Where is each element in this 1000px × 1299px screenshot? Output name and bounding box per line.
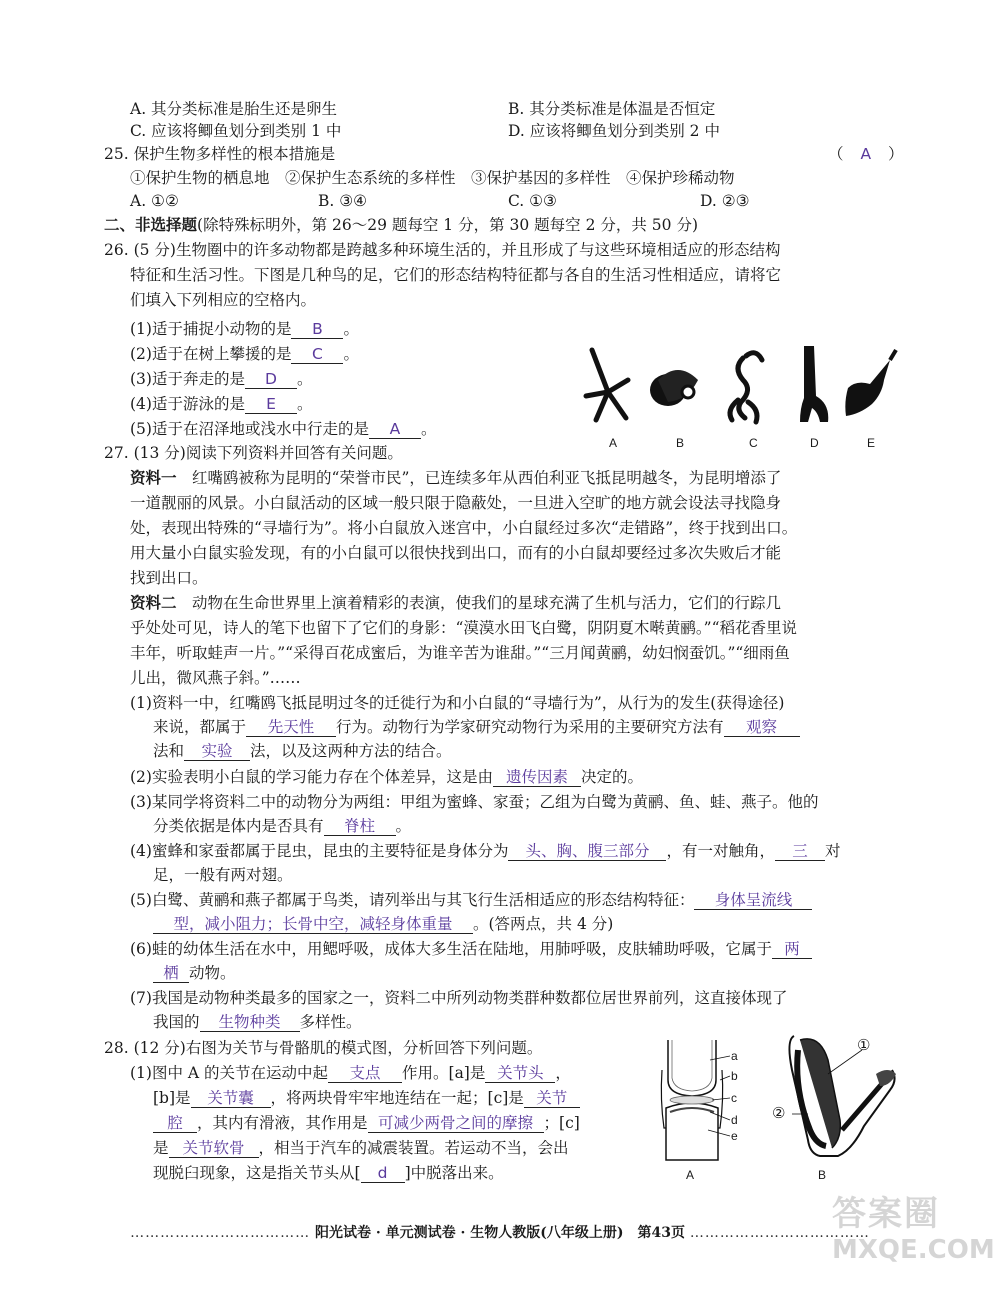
watermark-logo bbox=[832, 1186, 995, 1291]
section2-note: (除特殊标明外，第 26～29 题每空 1 分，第 30 题每空 2 分，共 50 分) bbox=[197, 216, 698, 234]
q27-answer-three: 三 bbox=[775, 842, 825, 861]
q27-answer-experiment: 实验 bbox=[184, 742, 250, 761]
q27-part1-line2: 来说，都属于 先天性 行为。动物行为学家研究动物行为采用的主要研究方法有 观察 bbox=[153, 716, 800, 738]
footer-text: 阳光试卷 · 单元测试卷 · 生物人教版(八年级上册) 第43页 bbox=[315, 1225, 685, 1241]
joint-diagram bbox=[650, 1040, 740, 1165]
q28-answer-d: d bbox=[361, 1164, 405, 1183]
q27-answer-spine: 脊柱 bbox=[324, 817, 396, 836]
q28-answer-cartilage: 关节软骨 bbox=[169, 1139, 259, 1158]
q28-answer-cavity-2: 腔 bbox=[153, 1114, 197, 1133]
q27-part4-line2: 足，一般有两对翅。 bbox=[153, 866, 293, 884]
q25-answer-box: （ A ） bbox=[828, 145, 904, 163]
q27-answer-amphibian-1: 两 bbox=[772, 940, 812, 959]
q24-option-a: A. 其分类标准是胎生还是卵生 bbox=[130, 100, 338, 118]
q28-line3: 腔 ，其内有滑液，其作用是 可减少两骨之间的摩擦 ；[c] bbox=[153, 1112, 580, 1134]
q25-stem: 25. 保护生物多样性的根本措施是 bbox=[104, 145, 336, 163]
q26-answer-3: D bbox=[245, 370, 297, 389]
q27-answer-innate: 先天性 bbox=[246, 718, 336, 737]
q27-answer-amphibian-2: 栖 bbox=[153, 964, 189, 983]
q26-stem-1: 26. (5 分)生物圈中的许多动物都是跨越多种环境生活的，并且形成了与这些环境相适应的形态结构 bbox=[104, 241, 781, 259]
q27-stem: 27. (13 分)阅读下列资料并回答有关问题。 bbox=[104, 444, 403, 462]
joint-caption: A bbox=[686, 1168, 695, 1182]
q25-option-a: A. ①② bbox=[130, 192, 179, 210]
q27-part6-line2: 栖 动物。 bbox=[153, 962, 236, 984]
footer-dots-left: ……………………………… bbox=[130, 1225, 311, 1241]
q27-material1-line5: 找到出口。 bbox=[130, 569, 208, 587]
q28-answer-joint-head: 关节头 bbox=[485, 1064, 555, 1083]
bird-feet-figure bbox=[578, 340, 898, 432]
bird-foot-label-e: E bbox=[867, 436, 876, 450]
watermark-line2: MXQE.COM bbox=[832, 1235, 995, 1265]
q27-answer-flight-1: 身体呈流线 bbox=[694, 891, 812, 910]
q27-material2-line4: 儿出，微风燕子斜。”…… bbox=[130, 669, 301, 687]
joint-label-b: b bbox=[731, 1069, 738, 1083]
q28-line4: 是 关节软骨 ，相当于汽车的减震装置。若运动不当，会出 bbox=[153, 1139, 569, 1157]
q27-material1-line4: 用大量小白鼠实验发现，有的小白鼠可以很快找到出口，而有的小白鼠却要经过多次失败后才能 bbox=[130, 544, 782, 562]
q24-option-d: D. 应该将鲫鱼划分到类别 2 中 bbox=[508, 122, 720, 140]
bird-foot-e bbox=[845, 350, 896, 416]
q25-items: ①保护生物的栖息地 ②保护生态系统的多样性 ③保护基因的多样性 ④保护珍稀动物 bbox=[130, 169, 735, 187]
q27-material2-line2: 乎处处可见，诗人的笔下也留下了它们的身影：“漠漠水田飞白鹭，阴阴夏木啭黄鹂。”“稻花香里说 bbox=[130, 619, 798, 637]
section2-heading bbox=[104, 214, 698, 236]
q28-answer-cavity-1: 关节 bbox=[524, 1089, 580, 1108]
q26-sub-3: (3)适于奔走的是 D 。 bbox=[130, 370, 313, 388]
q27-answer-genetics: 遗传因素 bbox=[493, 768, 581, 787]
bird-foot-a bbox=[586, 350, 628, 420]
q28-answer-friction: 可减少两骨之间的摩擦 bbox=[368, 1114, 544, 1133]
section2-title: 二、非选择题 bbox=[104, 215, 198, 234]
q27-part7-line1: (7)我国是动物种类最多的国家之一，资料二中所列动物类群种数都位居世界前列，这直接体现了 bbox=[130, 989, 788, 1007]
q28-line1: (1)图中 A 的关节在运动中起 支点 作用。[a]是 关节头 ， bbox=[130, 1064, 571, 1082]
q27-part6-line1: (6)蛙的幼体生活在水中，用鳃呼吸，成体大多生活在陆地，用肺呼吸，皮肤辅助呼吸，它属于 两 bbox=[130, 938, 812, 960]
q27-part1-line1: (1)资料一中，红嘴鸥飞抵昆明过冬的迁徙行为和小白鼠的“寻墙行为”，从行为的发生(获得途径) bbox=[130, 694, 785, 712]
q26-answer-5: A bbox=[369, 420, 421, 439]
q26-sub-1: (1)适于捕捉小动物的是 B 。 bbox=[130, 320, 359, 338]
bird-foot-label-a: A bbox=[609, 436, 618, 450]
q27-part3-line1: (3)某同学将资料二中的动物分为两组：甲组为蜜蜂、家蚕；乙组为白鹭为黄鹂、鱼、蛙、燕子。他的 bbox=[130, 793, 819, 811]
q28-line5: 现脱臼现象，这是指关节头从[ d ]中脱落出来。 bbox=[153, 1164, 504, 1182]
q26-sub-5: (5)适于在沼泽地或浅水中行走的是 A 。 bbox=[130, 420, 437, 438]
joint-label-e: e bbox=[731, 1129, 738, 1143]
q26-answer-4: E bbox=[245, 395, 297, 414]
bird-foot-d bbox=[800, 346, 828, 422]
arm-mark-2: ② bbox=[772, 1105, 786, 1122]
q28-answer-pivot: 支点 bbox=[328, 1064, 402, 1083]
q26-answer-2: C bbox=[291, 345, 343, 364]
q26-sub-2: (2)适于在树上攀援的是 C 。 bbox=[130, 345, 359, 363]
q24-option-c: C. 应该将鲫鱼划分到类别 1 中 bbox=[130, 122, 342, 140]
q28-stem: 28. (12 分)右图为关节与骨骼肌的模式图，分析回答下列问题。 bbox=[104, 1039, 543, 1057]
bird-foot-b bbox=[650, 370, 698, 406]
bird-foot-label-d: D bbox=[810, 436, 819, 450]
q27-material1-line1: 资料一 红嘴鸥被称为昆明的“荣誉市民”，已连续多年从西伯利亚飞抵昆明越冬，为昆明增添了 bbox=[130, 468, 782, 487]
q26-sub-4: (4)适于游泳的是 E 。 bbox=[130, 395, 313, 413]
joint-label-a: a bbox=[731, 1049, 738, 1063]
joint-label-c: c bbox=[731, 1091, 737, 1105]
material1-label: 资料一 bbox=[130, 468, 177, 487]
q28-answer-capsule: 关节囊 bbox=[191, 1089, 271, 1108]
footer-dots-right: ……………………………… bbox=[689, 1225, 870, 1241]
q27-material2-line3: 丰年，听取蛙声一片。”“采得百花成蜜后，为谁辛苦为谁甜。”“三月闻黄鹂，幼妇悯蚕饥。”“细雨鱼 bbox=[130, 644, 790, 662]
q27-part7-line2: 我国的 生物种类 多样性。 bbox=[153, 1013, 362, 1031]
q24-option-b: B. 其分类标准是体温是否恒定 bbox=[508, 100, 716, 118]
q25-option-c: C. ①③ bbox=[508, 192, 557, 210]
q26-answer-1: B bbox=[291, 320, 343, 339]
q27-part2: (2)实验表明小白鼠的学习能力存在个体差异，这是由 遗传因素 决定的。 bbox=[130, 768, 643, 786]
q27-part5-line2: 型，减小阻力；长骨中空，减轻身体重量 。(答两点，共 4 分) bbox=[153, 913, 613, 935]
watermark-line1: 答案圈 bbox=[832, 1194, 940, 1234]
q27-material2-line1: 资料二 动物在生命世界里上演着精彩的表演，使我们的星球充满了生机与活力，它们的行踪几 bbox=[130, 593, 782, 612]
q25-option-b: B. ③④ bbox=[318, 192, 368, 210]
q27-part5-line1: (5)白鹭、黄鹂和燕子都属于鸟类，请列举出与其飞行生活相适应的形态结构特征： 身体呈流线 bbox=[130, 889, 812, 911]
q27-answer-observe: 观察 bbox=[724, 718, 800, 737]
arm-caption: B bbox=[818, 1168, 827, 1182]
q27-part4-line1: (4)蜜蜂和家蚕都属于昆虫，昆虫的主要特征是身体分为 头、胸、腹三部分 ，有一对触角， 三 对 bbox=[130, 842, 841, 860]
joint-label-d: d bbox=[731, 1113, 738, 1127]
bird-foot-label-b: B bbox=[676, 436, 685, 450]
material2-label: 资料二 bbox=[130, 593, 177, 612]
q27-answer-body-parts: 头、胸、腹三部分 bbox=[508, 842, 666, 861]
q27-material1-line3: 处，表现出特殊的“寻墙行为”。将小白鼠放入迷宫中，小白鼠经过多次“走错路”，终于找到出口。 bbox=[130, 519, 798, 537]
arm-muscle-diagram bbox=[780, 1030, 910, 1165]
q27-part1-line3: 法和 实验 法，以及这两种方法的结合。 bbox=[153, 742, 452, 760]
page-footer bbox=[100, 1222, 900, 1242]
arm-mark-1: ① bbox=[857, 1037, 871, 1054]
q27-part3-line2: 分类依据是体内是否具有 脊柱 。 bbox=[153, 817, 412, 835]
q25-option-d: D. ②③ bbox=[700, 192, 750, 210]
q26-stem-2: 特征和生活习性。下图是几种鸟的足，它们的形态结构特征都与各自的生活习性相适应，请将它 bbox=[130, 266, 782, 284]
bird-foot-c bbox=[730, 353, 762, 422]
q26-stem-3: 们填入下列相应的空格内。 bbox=[130, 291, 317, 309]
q25-answer: A bbox=[860, 145, 872, 163]
q27-answer-flight-2: 型，减小阻力；长骨中空，减轻身体重量 bbox=[153, 915, 473, 934]
q27-answer-species: 生物种类 bbox=[200, 1013, 300, 1032]
bird-foot-label-c: C bbox=[749, 436, 758, 450]
q27-material1-line2: 一道靓丽的风景。小白鼠活动的区域一般只限于隐蔽处，一旦进入空旷的地方就会设法寻找隐身 bbox=[130, 494, 782, 512]
q28-line2: [b]是 关节囊 ，将两块骨牢牢地连结在一起；[c]是 关节 bbox=[153, 1087, 580, 1109]
